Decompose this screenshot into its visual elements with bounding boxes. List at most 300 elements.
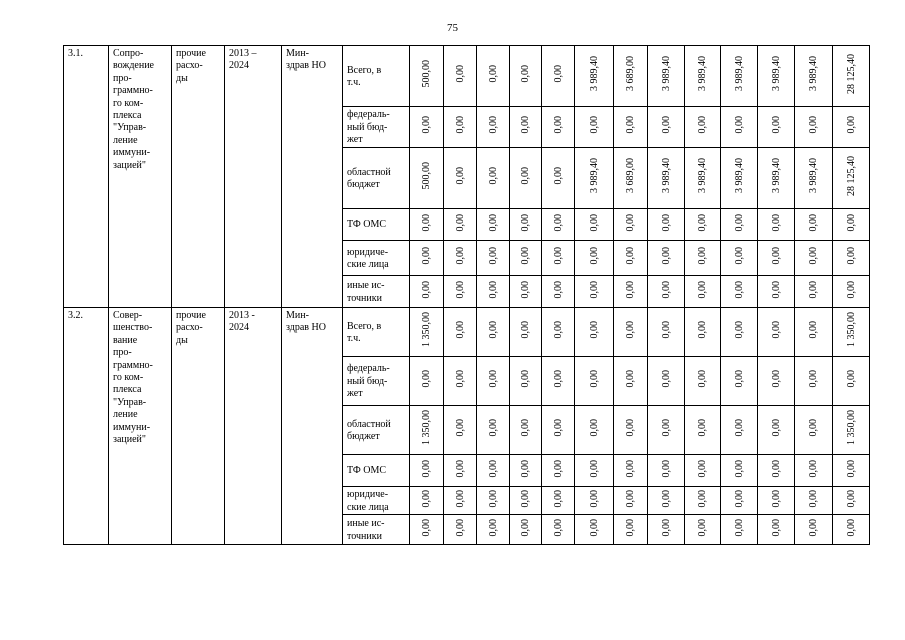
amount-cell: [410, 46, 444, 107]
amount-value: 0,00: [697, 280, 708, 299]
amount-cell: [648, 276, 685, 308]
amount-value: 0,00: [733, 489, 745, 508]
amount-cell: [614, 357, 648, 406]
amount-cell: [614, 455, 648, 487]
amount-value: 0,00: [552, 419, 564, 437]
amount-value: 0,00: [487, 370, 499, 388]
table-row: [64, 308, 870, 357]
amount-value: 0,00: [454, 247, 466, 265]
amount-value: 0,00: [487, 213, 499, 232]
amount-cell: [542, 406, 575, 455]
amount-cell: [510, 276, 542, 308]
amount-cell: [410, 241, 444, 276]
amount-value: 0,00: [697, 213, 708, 232]
amount-value: 0,00: [733, 280, 745, 299]
amount-cell: [758, 148, 795, 209]
amount-cell: [614, 487, 648, 515]
amount-cell: [410, 406, 444, 455]
amount-cell: [542, 148, 575, 209]
amount-cell: [575, 515, 614, 545]
amount-cell: [721, 308, 758, 357]
amount-value: 0,00: [588, 280, 600, 299]
amount-cell: [575, 46, 614, 107]
amount-value: 0,00: [588, 419, 600, 437]
amount-cell: [721, 487, 758, 515]
amount-cell: [648, 406, 685, 455]
amount-cell: [833, 107, 870, 148]
amount-value: 0,00: [552, 370, 564, 388]
amount-value: 0,00: [588, 459, 600, 478]
amount-cell: [575, 276, 614, 308]
amount-cell: [795, 515, 833, 545]
amount-cell: [758, 209, 795, 241]
amount-cell: [685, 107, 721, 148]
amount-cell: [542, 357, 575, 406]
amount-value: 0,00: [660, 518, 672, 537]
amount-cell: [542, 241, 575, 276]
amount-value: 0,00: [487, 321, 499, 339]
amount-cell: [685, 209, 721, 241]
amount-value: 500,00: [421, 162, 432, 190]
amount-value: 0,00: [808, 247, 819, 265]
executor: Мин- здрав НО: [282, 46, 343, 308]
amount-value: 0,00: [770, 419, 782, 437]
amount-cell: [444, 241, 477, 276]
expense-type: прочие расхо- ды: [172, 46, 225, 308]
amount-value: 0,00: [660, 213, 672, 232]
amount-value: 0,00: [770, 518, 782, 537]
amount-value: 0,00: [552, 280, 564, 299]
amount-cell: [721, 515, 758, 545]
amount-cell: [542, 515, 575, 545]
amount-value: 0,00: [660, 321, 672, 339]
amount-value: 0,00: [845, 280, 857, 299]
amount-cell: [477, 357, 510, 406]
amount-value: 0,00: [454, 65, 466, 83]
amount-value: 0,00: [770, 280, 782, 299]
amount-value: 3 989,40: [733, 158, 745, 194]
amount-cell: [795, 46, 833, 107]
amount-value: 0,00: [454, 321, 466, 339]
amount-cell: [685, 46, 721, 107]
amount-cell: [510, 406, 542, 455]
amount-value: 0,00: [588, 213, 600, 232]
amount-value: 0,00: [487, 489, 499, 508]
executor: Мин- здрав НО: [282, 308, 343, 545]
amount-value: 0,00: [520, 419, 531, 437]
amount-cell: [685, 455, 721, 487]
amount-value: 3 989,40: [660, 158, 672, 194]
funding-source: Всего, в т.ч.: [343, 308, 410, 357]
page-number: 75: [447, 22, 458, 34]
amount-cell: [542, 455, 575, 487]
amount-cell: [575, 209, 614, 241]
amount-value: 0,00: [487, 116, 499, 134]
amount-value: 0,00: [520, 489, 531, 508]
amount-cell: [614, 308, 648, 357]
amount-cell: [575, 487, 614, 515]
amount-cell: [648, 241, 685, 276]
amount-cell: [510, 487, 542, 515]
amount-value: 0,00: [454, 459, 466, 478]
amount-value: 0,00: [520, 518, 531, 537]
amount-cell: [444, 209, 477, 241]
amount-cell: [648, 148, 685, 209]
amount-value: 0,00: [808, 280, 819, 299]
amount-value: 1 350,00: [845, 410, 857, 446]
amount-cell: [758, 487, 795, 515]
amount-value: 0,00: [421, 489, 432, 508]
amount-cell: [685, 515, 721, 545]
amount-value: 0,00: [487, 459, 499, 478]
amount-cell: [575, 455, 614, 487]
amount-cell: [510, 209, 542, 241]
amount-cell: [510, 241, 542, 276]
amount-value: 0,00: [660, 370, 672, 388]
amount-value: 0,00: [487, 167, 499, 185]
amount-value: 0,00: [552, 116, 564, 134]
amount-cell: [575, 241, 614, 276]
amount-value: 3 689,00: [625, 158, 636, 194]
amount-cell: [477, 107, 510, 148]
amount-cell: [410, 357, 444, 406]
amount-cell: [614, 241, 648, 276]
table-row: [64, 46, 870, 107]
amount-value: 3 989,40: [588, 158, 600, 194]
amount-cell: [795, 406, 833, 455]
amount-cell: [510, 148, 542, 209]
amount-cell: [510, 357, 542, 406]
amount-value: 0,00: [808, 116, 819, 134]
amount-value: 28 125,40: [845, 53, 857, 94]
amount-cell: [721, 406, 758, 455]
amount-value: 0,00: [697, 419, 708, 437]
amount-cell: [721, 455, 758, 487]
amount-value: 0,00: [552, 247, 564, 265]
amount-cell: [833, 46, 870, 107]
amount-cell: [833, 406, 870, 455]
amount-value: 0,00: [588, 518, 600, 537]
amount-cell: [477, 241, 510, 276]
amount-value: 0,00: [552, 167, 564, 185]
amount-cell: [614, 276, 648, 308]
amount-value: 0,00: [625, 489, 636, 508]
amount-value: 0,00: [454, 280, 466, 299]
amount-cell: [510, 455, 542, 487]
amount-value: 0,00: [733, 370, 745, 388]
period: 2013 - 2024: [225, 308, 282, 545]
amount-cell: [542, 46, 575, 107]
amount-value: 0,00: [625, 321, 636, 339]
amount-cell: [685, 308, 721, 357]
amount-value: 0,00: [808, 459, 819, 478]
amount-cell: [575, 406, 614, 455]
amount-value: 0,00: [770, 489, 782, 508]
amount-cell: [685, 487, 721, 515]
amount-value: 0,00: [520, 65, 531, 83]
item-number: 3.2.: [64, 308, 109, 545]
amount-value: 0,00: [487, 65, 499, 83]
table-body: [64, 46, 870, 545]
amount-cell: [614, 107, 648, 148]
amount-value: 3 989,40: [808, 158, 819, 194]
amount-value: 0,00: [733, 518, 745, 537]
amount-cell: [758, 406, 795, 455]
amount-cell: [833, 455, 870, 487]
amount-cell: [795, 148, 833, 209]
amount-value: 0,00: [660, 280, 672, 299]
amount-value: 0,00: [770, 213, 782, 232]
amount-cell: [648, 209, 685, 241]
amount-cell: [648, 487, 685, 515]
amount-cell: [477, 209, 510, 241]
amount-cell: [795, 455, 833, 487]
amount-cell: [477, 308, 510, 357]
amount-value: 0,00: [588, 370, 600, 388]
amount-value: 0,00: [697, 247, 708, 265]
amount-value: 0,00: [808, 419, 819, 437]
amount-value: 0,00: [770, 459, 782, 478]
amount-value: 0,00: [454, 116, 466, 134]
amount-cell: [758, 357, 795, 406]
amount-value: 0,00: [487, 280, 499, 299]
amount-cell: [795, 276, 833, 308]
amount-value: 0,00: [625, 280, 636, 299]
amount-value: 0,00: [421, 459, 432, 478]
amount-value: 500,00: [421, 60, 432, 88]
funding-source: юридиче- ские лица: [343, 241, 410, 276]
amount-value: 0,00: [625, 459, 636, 478]
funding-source: иные ис- точники: [343, 276, 410, 308]
amount-value: 0,00: [454, 419, 466, 437]
amount-value: 0,00: [808, 518, 819, 537]
amount-cell: [685, 406, 721, 455]
amount-value: 0,00: [845, 489, 857, 508]
amount-cell: [721, 241, 758, 276]
amount-value: 3 989,40: [770, 56, 782, 92]
amount-value: 0,00: [733, 247, 745, 265]
amount-value: 0,00: [697, 459, 708, 478]
amount-value: 0,00: [625, 213, 636, 232]
amount-value: 0,00: [552, 459, 564, 478]
amount-cell: [758, 455, 795, 487]
amount-value: 0,00: [520, 321, 531, 339]
amount-value: 0,00: [660, 247, 672, 265]
amount-cell: [510, 515, 542, 545]
amount-cell: [575, 148, 614, 209]
amount-cell: [795, 107, 833, 148]
amount-cell: [477, 148, 510, 209]
amount-cell: [444, 406, 477, 455]
funding-source: ТФ ОМС: [343, 209, 410, 241]
amount-cell: [477, 276, 510, 308]
amount-cell: [648, 46, 685, 107]
amount-cell: [721, 148, 758, 209]
amount-value: 0,00: [421, 116, 432, 134]
amount-cell: [410, 487, 444, 515]
amount-value: 0,00: [845, 116, 857, 134]
amount-cell: [758, 107, 795, 148]
amount-value: 3 989,40: [588, 56, 600, 92]
amount-cell: [721, 357, 758, 406]
amount-cell: [410, 209, 444, 241]
amount-value: 0,00: [697, 489, 708, 508]
amount-value: 3 689,00: [625, 56, 636, 92]
amount-value: 0,00: [421, 280, 432, 299]
amount-cell: [758, 241, 795, 276]
amount-value: 0,00: [808, 213, 819, 232]
amount-cell: [648, 308, 685, 357]
amount-cell: [721, 46, 758, 107]
amount-cell: [614, 406, 648, 455]
amount-value: 0,00: [520, 370, 531, 388]
amount-cell: [614, 515, 648, 545]
amount-value: 1 350,00: [845, 312, 857, 348]
amount-cell: [833, 357, 870, 406]
amount-cell: [510, 46, 542, 107]
expense-type: прочие расхо- ды: [172, 308, 225, 545]
amount-value: 0,00: [733, 419, 745, 437]
amount-value: 28 125,40: [845, 155, 857, 196]
amount-value: 3 989,40: [770, 158, 782, 194]
amount-value: 3 989,40: [697, 56, 708, 92]
amount-cell: [795, 357, 833, 406]
amount-cell: [444, 487, 477, 515]
amount-value: 1 350,00: [421, 410, 432, 446]
amount-value: 3 989,40: [733, 56, 745, 92]
amount-cell: [833, 276, 870, 308]
item-number: 3.1.: [64, 46, 109, 308]
amount-value: 0,00: [552, 321, 564, 339]
funding-source: ТФ ОМС: [343, 455, 410, 487]
item-name: Совер- шенство- вание про- граммно- го ком- плекса "Управ- ление иммуни- зацией": [109, 308, 172, 545]
amount-value: 0,00: [520, 280, 531, 299]
amount-cell: [648, 515, 685, 545]
amount-cell: [833, 148, 870, 209]
amount-cell: [758, 276, 795, 308]
funding-source: областной бюджет: [343, 406, 410, 455]
amount-value: 0,00: [697, 321, 708, 339]
amount-cell: [614, 46, 648, 107]
amount-value: 0,00: [552, 518, 564, 537]
amount-value: 0,00: [770, 370, 782, 388]
amount-cell: [685, 148, 721, 209]
amount-cell: [833, 515, 870, 545]
amount-cell: [721, 107, 758, 148]
funding-source: областной бюджет: [343, 148, 410, 209]
amount-value: 0,00: [660, 489, 672, 508]
amount-value: 0,00: [845, 213, 857, 232]
amount-cell: [510, 107, 542, 148]
amount-cell: [410, 276, 444, 308]
amount-value: 0,00: [770, 247, 782, 265]
amount-value: 0,00: [625, 370, 636, 388]
amount-value: 0,00: [845, 247, 857, 265]
amount-value: 0,00: [588, 489, 600, 508]
amount-value: 3 989,40: [808, 56, 819, 92]
amount-cell: [795, 241, 833, 276]
funding-source: федераль- ный бюд- жет: [343, 357, 410, 406]
amount-value: 0,00: [454, 518, 466, 537]
amount-cell: [795, 209, 833, 241]
amount-value: 0,00: [588, 321, 600, 339]
amount-cell: [542, 308, 575, 357]
amount-cell: [542, 487, 575, 515]
amount-value: 0,00: [552, 213, 564, 232]
amount-cell: [833, 241, 870, 276]
amount-value: 0,00: [520, 116, 531, 134]
amount-value: 0,00: [625, 518, 636, 537]
amount-cell: [795, 308, 833, 357]
amount-value: 0,00: [520, 247, 531, 265]
amount-cell: [444, 276, 477, 308]
amount-cell: [614, 148, 648, 209]
amount-cell: [795, 487, 833, 515]
amount-value: 0,00: [421, 213, 432, 232]
amount-value: 0,00: [588, 116, 600, 134]
amount-cell: [575, 308, 614, 357]
amount-value: 0,00: [520, 167, 531, 185]
amount-value: 0,00: [421, 247, 432, 265]
amount-value: 0,00: [454, 370, 466, 388]
amount-value: 0,00: [552, 489, 564, 508]
amount-value: 3 989,40: [660, 56, 672, 92]
amount-cell: [444, 515, 477, 545]
amount-value: 0,00: [845, 370, 857, 388]
amount-value: 1 350,00: [421, 312, 432, 348]
amount-cell: [410, 107, 444, 148]
amount-value: 0,00: [660, 459, 672, 478]
amount-value: 0,00: [733, 213, 745, 232]
amount-cell: [721, 209, 758, 241]
amount-value: 0,00: [487, 518, 499, 537]
amount-value: 0,00: [845, 459, 857, 478]
amount-value: 0,00: [552, 65, 564, 83]
amount-cell: [648, 357, 685, 406]
amount-cell: [410, 455, 444, 487]
amount-value: 0,00: [454, 213, 466, 232]
period: 2013 – 2024: [225, 46, 282, 308]
amount-value: 0,00: [733, 321, 745, 339]
amount-cell: [833, 487, 870, 515]
funding-source: юридиче- ские лица: [343, 487, 410, 515]
funding-source: федераль- ный бюд- жет: [343, 107, 410, 148]
amount-value: 0,00: [697, 518, 708, 537]
amount-value: 0,00: [454, 489, 466, 508]
amount-cell: [685, 276, 721, 308]
amount-cell: [444, 357, 477, 406]
amount-cell: [444, 46, 477, 107]
amount-cell: [477, 455, 510, 487]
amount-cell: [477, 406, 510, 455]
amount-cell: [721, 276, 758, 308]
amount-value: 0,00: [660, 419, 672, 437]
amount-cell: [477, 46, 510, 107]
amount-value: 0,00: [454, 167, 466, 185]
amount-value: 0,00: [845, 518, 857, 537]
funding-source: иные ис- точники: [343, 515, 410, 545]
amount-cell: [648, 107, 685, 148]
amount-cell: [444, 107, 477, 148]
amount-value: 0,00: [487, 419, 499, 437]
amount-cell: [410, 148, 444, 209]
amount-value: 0,00: [808, 370, 819, 388]
amount-cell: [542, 209, 575, 241]
amount-cell: [410, 515, 444, 545]
amount-value: 0,00: [487, 247, 499, 265]
amount-value: 0,00: [520, 213, 531, 232]
funding-source: Всего, в т.ч.: [343, 46, 410, 107]
